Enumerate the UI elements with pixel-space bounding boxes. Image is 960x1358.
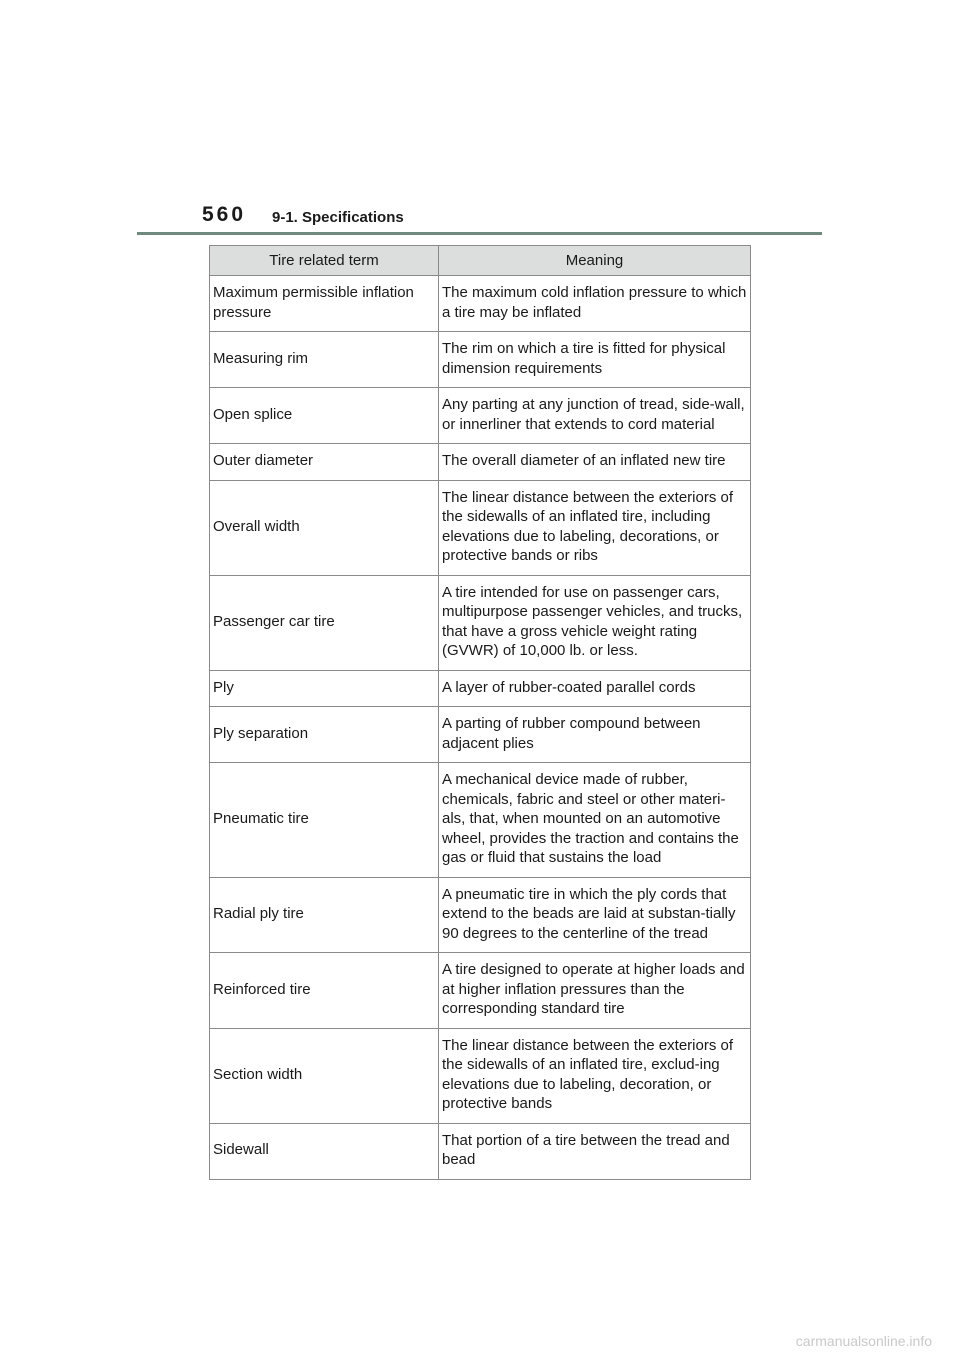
term-cell: Ply: [210, 670, 439, 707]
table-row: [210, 480, 751, 575]
header-divider: [137, 232, 822, 235]
meaning-cell: A tire designed to operate at higher loads and at higher inflation pressures than the corresponding standard tire: [439, 953, 751, 1029]
table-row: [210, 444, 751, 481]
term-cell: Ply separation: [210, 707, 439, 763]
table-row: [210, 763, 751, 878]
column-header-term: Tire related term: [210, 246, 439, 276]
term-cell: Reinforced tire: [210, 953, 439, 1029]
meaning-cell: The overall diameter of an inflated new tire: [439, 444, 751, 481]
section-title: 9-1. Specifications: [272, 209, 404, 226]
table-row: [210, 388, 751, 444]
meaning-cell: The linear distance between the exteriors of the sidewalls of an inflated tire, including elevations due to labeling, decorations, or protective bands or ribs: [439, 480, 751, 575]
table-row: [210, 670, 751, 707]
meaning-cell: Any parting at any junction of tread, side-wall, or innerliner that extends to cord material: [439, 388, 751, 444]
meaning-cell: A tire intended for use on passenger cars, multipurpose passenger vehicles, and trucks, that have a gross vehicle weight rating (GVWR) of 10,000 lb. or less.: [439, 575, 751, 670]
meaning-cell: A pneumatic tire in which the ply cords that extend to the beads are laid at substan-tially 90 degrees to the centerline of the tread: [439, 877, 751, 953]
tire-terms-table: [209, 245, 751, 1180]
table-row: [210, 877, 751, 953]
table-header-row: [210, 246, 751, 276]
table-row: [210, 276, 751, 332]
meaning-cell: A mechanical device made of rubber, chemicals, fabric and steel or other materi-als, that, when mounted on an automotive wheel, provides the traction and contains the gas or fluid that sustains the load: [439, 763, 751, 878]
table-row: [210, 953, 751, 1029]
page-number: 560: [202, 203, 247, 226]
term-cell: Maximum permissible inflation pressure: [210, 276, 439, 332]
site-watermark: carmanualsonline.info: [795, 1333, 932, 1349]
column-header-meaning: Meaning: [439, 246, 751, 276]
term-cell: Open splice: [210, 388, 439, 444]
term-cell: Measuring rim: [210, 332, 439, 388]
term-cell: Pneumatic tire: [210, 763, 439, 878]
term-cell: Sidewall: [210, 1123, 439, 1179]
table-row: [210, 575, 751, 670]
meaning-cell: A parting of rubber compound between adjacent plies: [439, 707, 751, 763]
term-cell: Outer diameter: [210, 444, 439, 481]
meaning-cell: A layer of rubber-coated parallel cords: [439, 670, 751, 707]
term-cell: Radial ply tire: [210, 877, 439, 953]
page-header: [0, 0, 960, 240]
term-cell: Overall width: [210, 480, 439, 575]
table-row: [210, 332, 751, 388]
meaning-cell: The maximum cold inflation pressure to which a tire may be inflated: [439, 276, 751, 332]
meaning-cell: The linear distance between the exteriors of the sidewalls of an inflated tire, exclud-ing elevations due to labeling, decoration, or protective bands: [439, 1028, 751, 1123]
meaning-cell: That portion of a tire between the tread and bead: [439, 1123, 751, 1179]
table-row: [210, 1123, 751, 1179]
table-row: [210, 1028, 751, 1123]
term-cell: Passenger car tire: [210, 575, 439, 670]
table-row: [210, 707, 751, 763]
term-cell: Section width: [210, 1028, 439, 1123]
meaning-cell: The rim on which a tire is fitted for physical dimension requirements: [439, 332, 751, 388]
